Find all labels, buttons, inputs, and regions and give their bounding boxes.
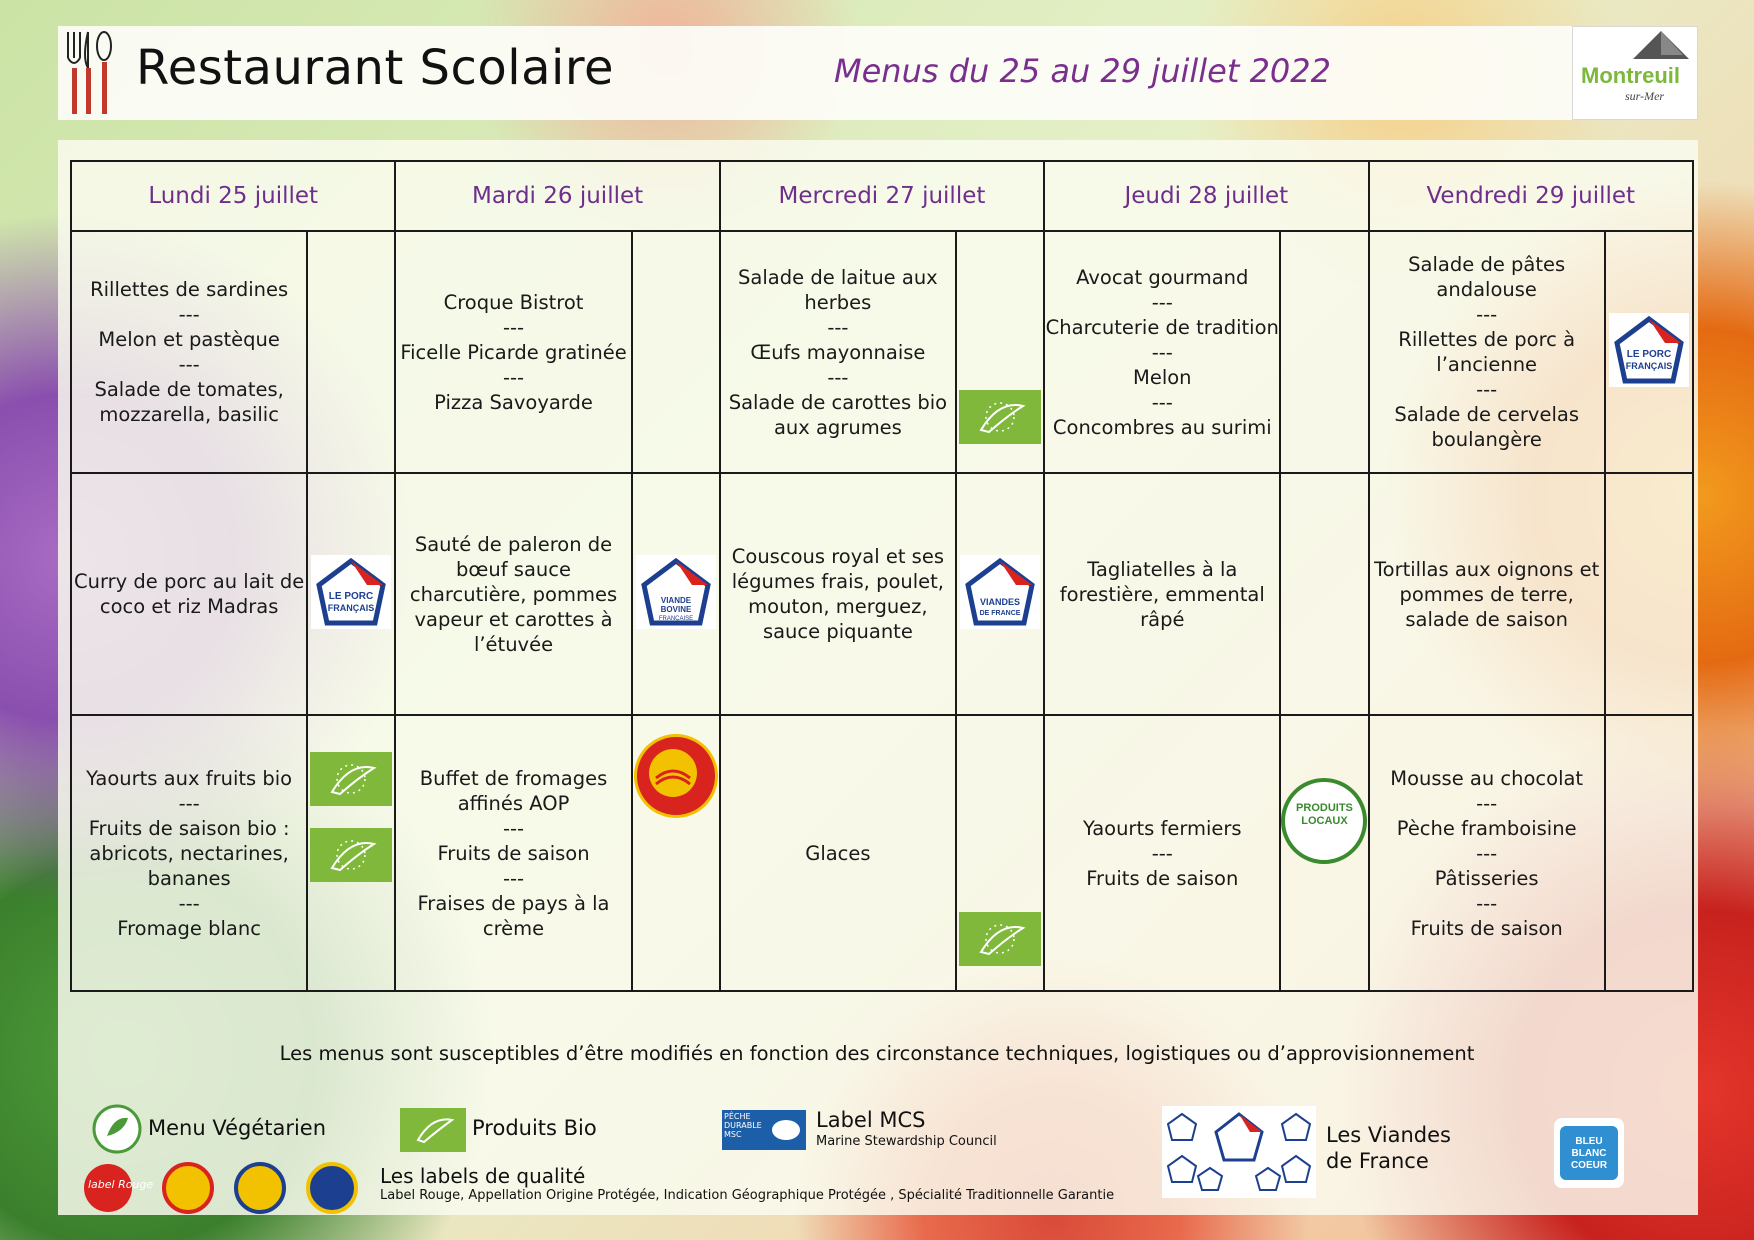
dish-separator: ---	[827, 315, 849, 339]
msc-logo-line2: DURABLE	[724, 1121, 762, 1130]
label-cell	[632, 473, 720, 715]
dessert-monday	[71, 715, 307, 991]
main-wednesday	[720, 473, 956, 715]
porc-label-line2: FRANÇAIS	[1625, 361, 1673, 371]
dessert-thursday	[1044, 715, 1280, 991]
dish-item: Rillettes de porc à l’ancienne	[1398, 328, 1576, 376]
dish-item: Avocat gourmand	[1076, 265, 1249, 289]
label-cell	[307, 715, 395, 991]
bleu-blanc-coeur-logo	[1554, 1118, 1624, 1188]
dish-separator: ---	[1476, 303, 1498, 326]
eu-organic-leaf-icon	[310, 752, 392, 806]
dish-item: Yaourts fermiers	[1082, 816, 1242, 840]
starter-thursday	[1044, 231, 1280, 473]
dish-item: Salade de tomates, mozzarella, basilic	[94, 378, 284, 426]
dish-item: Sauté de paleron de bœuf sauce charcutière, pommes vapeur et carottes à l’étuvée	[409, 532, 618, 656]
montreuil-logo	[1572, 26, 1698, 120]
dish-separator: ---	[1476, 841, 1498, 865]
dish-separator: ---	[1151, 390, 1173, 414]
bovine-label-line1: VIANDE	[660, 596, 691, 605]
msc-logo-line3: MSC	[724, 1130, 742, 1139]
dish-item: Salade de cervelas boulangère	[1394, 403, 1579, 451]
dish-item: Glaces	[805, 841, 871, 865]
label-cell	[307, 231, 395, 473]
main-tuesday	[395, 473, 631, 715]
main-thursday	[1044, 473, 1280, 715]
legend-viandes-line1: Les Viandes	[1326, 1123, 1451, 1147]
msc-logo-line1: PÊCHE	[724, 1112, 751, 1121]
vdf-label-line1: VIANDES	[980, 597, 1021, 607]
legend-msc-subtitle: Marine Stewardship Council	[816, 1134, 997, 1149]
dish-item: Charcuterie de tradition	[1045, 315, 1279, 339]
viandes-de-france-labels-icon	[1162, 1106, 1316, 1198]
dish-item: Rillettes de sardines	[90, 278, 289, 301]
dish-item: Tagliatelles à la forestière, emmental râpé	[1059, 557, 1265, 631]
day-header-wednesday: Mercredi 27 juillet	[720, 161, 1044, 231]
logo-name: Montreuil	[1581, 63, 1680, 88]
legend-viandes-line2: de France	[1326, 1149, 1429, 1173]
label-cell	[956, 473, 1044, 715]
dish-item: Fruits de saison bio : abricots, nectarines, bananes	[88, 816, 290, 890]
dish-item: Melon	[1133, 365, 1192, 389]
dish-item: Yaourts aux fruits bio	[86, 766, 293, 790]
dish-item: Fromage blanc	[117, 916, 261, 940]
cutlery-icon	[62, 28, 114, 118]
dish-item: Concombres au surimi	[1052, 415, 1272, 439]
label-cell	[632, 715, 720, 991]
menu-period: Menus du 25 au 29 juillet 2022	[834, 52, 1331, 90]
porc-label-line1: LE PORC	[329, 591, 374, 602]
eu-organic-leaf-icon	[400, 1108, 466, 1152]
eu-organic-leaf-icon	[959, 912, 1041, 966]
dish-item: Pizza Savoyarde	[434, 390, 593, 414]
aop-seal-icon	[634, 734, 718, 818]
bbc-line1: BLEU	[1575, 1136, 1603, 1147]
porc-label-line2: FRANÇAIS	[328, 603, 375, 613]
dish-item: Œufs mayonnaise	[750, 340, 926, 364]
dish-item: Fruits de saison	[1086, 866, 1239, 890]
dish-separator: ---	[502, 816, 525, 840]
dish-item: Pâtisseries	[1434, 866, 1539, 890]
dessert-tuesday	[395, 715, 631, 991]
porc-label-line1: LE PORC	[1626, 349, 1672, 360]
bovine-label-line2: BOVINE	[660, 605, 692, 614]
dish-item: Fraises de pays à la crème	[417, 891, 610, 940]
msc-logo-text	[724, 1112, 762, 1139]
dish-separator: ---	[502, 315, 525, 339]
dessert-wednesday	[720, 715, 956, 991]
dish-separator: ---	[1476, 378, 1498, 401]
porc-francais-icon	[1609, 313, 1689, 387]
eu-organic-leaf-icon	[310, 828, 392, 882]
label-cell	[1605, 231, 1693, 473]
dish-separator: ---	[178, 891, 200, 915]
dish-item: Fruits de saison	[437, 841, 590, 865]
vdf-label-line2: DE FRANCE	[979, 610, 1021, 617]
legend-vegetarian: Menu Végétarien	[148, 1116, 327, 1140]
dish-separator: ---	[827, 365, 849, 389]
dish-separator: ---	[1151, 340, 1173, 364]
label-cell	[1280, 715, 1368, 991]
dish-item: Curry de porc au lait de coco et riz Madras	[73, 570, 305, 618]
dish-separator: ---	[1476, 791, 1498, 815]
dish-separator: ---	[1476, 891, 1498, 915]
vegetarian-leaf-icon	[92, 1104, 142, 1154]
dish-separator: ---	[178, 303, 200, 326]
legend-bio: Produits Bio	[472, 1116, 597, 1140]
dish-item: Buffet de fromages affinés AOP	[419, 766, 608, 815]
bovine-label-line3: FRANÇAISE	[658, 616, 693, 622]
label-cell	[956, 231, 1044, 473]
weekly-menu-table	[70, 160, 1694, 992]
dish-item: Salade de pâtes andalouse	[1408, 253, 1566, 301]
dish-item: Ficelle Picarde gratinée	[400, 340, 627, 364]
label-cell	[307, 473, 395, 715]
dish-item: Mousse au chocolat	[1390, 766, 1584, 790]
dish-separator: ---	[178, 791, 200, 815]
bbc-line3: COEUR	[1570, 1160, 1608, 1171]
label-rouge-text: label Rouge	[88, 1178, 154, 1191]
dish-item: Couscous royal et ses légumes frais, poulet, mouton, merguez, sauce piquante	[731, 545, 944, 643]
produits-locaux-icon	[1281, 778, 1367, 864]
day-header-monday: Lundi 25 juillet	[71, 161, 395, 231]
bbc-line2: BLANC	[1571, 1148, 1607, 1159]
starter-wednesday	[720, 231, 956, 473]
label-cell	[956, 715, 1044, 991]
label-cell	[1605, 473, 1693, 715]
dessert-friday	[1369, 715, 1605, 991]
dish-item: Salade de laitue aux herbes	[738, 265, 938, 314]
dish-item: Croque Bistrot	[443, 290, 584, 314]
starter-tuesday	[395, 231, 631, 473]
logo-suffix: sur-Mer	[1625, 89, 1665, 103]
locaux-label-line1: PRODUITS	[1296, 802, 1353, 814]
viandes-de-france-icon	[960, 555, 1040, 629]
starter-friday	[1369, 231, 1605, 473]
dish-separator: ---	[502, 866, 525, 890]
main-monday	[71, 473, 307, 715]
dish-separator: ---	[502, 365, 525, 389]
legend-viandes	[1326, 1122, 1451, 1174]
dish-item: Salade de carottes bio aux agrumes	[728, 390, 948, 439]
label-cell	[1280, 473, 1368, 715]
starter-monday	[71, 231, 307, 473]
eu-organic-leaf-icon	[959, 390, 1041, 444]
day-header-tuesday: Mardi 26 juillet	[395, 161, 719, 231]
viande-bovine-icon	[636, 555, 716, 629]
day-header-friday: Vendredi 29 juillet	[1369, 161, 1693, 231]
label-cell	[1605, 715, 1693, 991]
legend-msc-title: Label MCS	[816, 1108, 926, 1132]
label-cell	[1280, 231, 1368, 473]
dish-item: Tortillas aux oignons et pommes de terre, salade de saison	[1374, 557, 1600, 631]
label-cell	[632, 231, 720, 473]
locaux-label-line2: LOCAUX	[1301, 815, 1348, 827]
day-header-thursday: Jeudi 28 juillet	[1044, 161, 1368, 231]
dish-item: Pèche framboisine	[1396, 816, 1577, 840]
porc-francais-icon	[311, 555, 391, 629]
legend-quality-list: Label Rouge, Appellation Origine Protégée, Indication Géographique Protégée , Spécialité Traditionnelle Garantie	[380, 1188, 1115, 1203]
dish-separator: ---	[1151, 841, 1173, 865]
main-friday	[1369, 473, 1605, 715]
page-title: Restaurant Scolaire	[136, 40, 615, 96]
dish-item: Melon et pastèque	[98, 328, 280, 351]
dish-item: Fruits de saison	[1410, 916, 1563, 940]
dish-separator: ---	[178, 353, 200, 376]
menu-disclaimer: Les menus sont susceptibles d’être modifiés en fonction des circonstance techniques, logistiques ou d’approvisionnement	[279, 1042, 1475, 1065]
dish-separator: ---	[1151, 290, 1173, 314]
legend-quality-title: Les labels de qualité	[380, 1164, 586, 1188]
